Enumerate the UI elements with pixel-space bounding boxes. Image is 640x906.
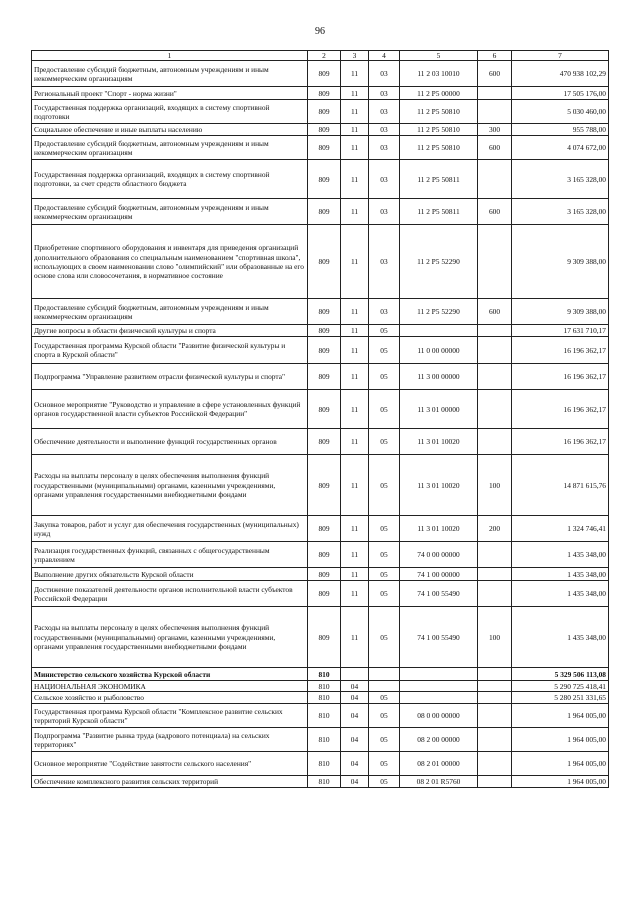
department-code: 809 — [308, 124, 341, 136]
article-code: 11 2 P5 50811 — [400, 160, 478, 199]
department-code: 809 — [308, 429, 341, 455]
expense-type-code — [478, 581, 512, 607]
row-name: Выполнение других обязательств Курской области — [32, 568, 308, 581]
article-code: 11 3 01 10020 — [400, 429, 478, 455]
amount: 1 435 348,00 — [512, 581, 609, 607]
section-code: 04 — [341, 776, 369, 788]
row-name: Основное мероприятие "Содействие занятости сельского населения" — [32, 752, 308, 776]
department-code: 809 — [308, 136, 341, 160]
article-code: 08 2 00 00000 — [400, 728, 478, 752]
department-code: 809 — [308, 516, 341, 542]
subsection-code: 05 — [369, 607, 400, 668]
row-name: Достижение показателей деятельности органов исполнительной власти субъектов Российской Федерации — [32, 581, 308, 607]
subsection-code: 03 — [369, 61, 400, 87]
expense-type-code — [478, 337, 512, 364]
expense-type-code — [478, 364, 512, 390]
table-row — [32, 199, 609, 225]
article-code: 11 2 03 10010 — [400, 61, 478, 87]
row-name: Обеспечение комплексного развития сельских территорий — [32, 776, 308, 788]
department-code: 809 — [308, 199, 341, 225]
row-name: Другие вопросы в области физической культуры и спорта — [32, 325, 308, 337]
section-code: 04 — [341, 752, 369, 776]
column-number-row — [32, 51, 609, 61]
article-code: 11 3 00 00000 — [400, 364, 478, 390]
article-code — [400, 668, 478, 681]
subsection-code: 03 — [369, 225, 400, 299]
expense-type-code — [478, 728, 512, 752]
budget-table — [31, 50, 609, 788]
department-code: 810 — [308, 668, 341, 681]
subsection-code: 03 — [369, 100, 400, 124]
table-row — [32, 429, 609, 455]
expense-type-code: 300 — [478, 124, 512, 136]
amount: 1 435 348,00 — [512, 607, 609, 668]
subsection-code: 05 — [369, 704, 400, 728]
table-row — [32, 87, 609, 100]
amount: 1 964 005,00 — [512, 752, 609, 776]
department-code: 809 — [308, 568, 341, 581]
row-name: Социальное обеспечение и иные выплаты населению — [32, 124, 308, 136]
amount: 5 280 251 331,65 — [512, 692, 609, 704]
table-row — [32, 61, 609, 87]
subsection-code: 05 — [369, 325, 400, 337]
table-row — [32, 752, 609, 776]
department-code: 809 — [308, 225, 341, 299]
article-code: 08 2 01 00000 — [400, 752, 478, 776]
section-code: 04 — [341, 692, 369, 704]
table-row — [32, 681, 609, 692]
section-code: 11 — [341, 225, 369, 299]
section-code: 11 — [341, 337, 369, 364]
department-code: 809 — [308, 325, 341, 337]
department-code: 809 — [308, 390, 341, 429]
article-code: 11 2 P5 50810 — [400, 100, 478, 124]
amount: 1 324 746,41 — [512, 516, 609, 542]
expense-type-code — [478, 429, 512, 455]
row-name: Основное мероприятие "Руководство и управление в сфере установленных функций органов государственной власти субъектов Российской Федерации" — [32, 390, 308, 429]
table-row — [32, 668, 609, 681]
department-code: 810 — [308, 728, 341, 752]
expense-type-code — [478, 681, 512, 692]
article-code: 74 1 00 00000 — [400, 568, 478, 581]
amount: 16 196 362,17 — [512, 429, 609, 455]
subsection-code — [369, 681, 400, 692]
expense-type-code — [478, 160, 512, 199]
expense-type-code — [478, 704, 512, 728]
section-code: 11 — [341, 581, 369, 607]
article-code: 11 2 P5 50810 — [400, 136, 478, 160]
expense-type-code: 600 — [478, 136, 512, 160]
department-code: 809 — [308, 581, 341, 607]
row-name: Предоставление субсидий бюджетным, автономным учреждениям и иным некоммерческим организациям — [32, 199, 308, 225]
subsection-code: 05 — [369, 429, 400, 455]
article-code: 11 3 01 10020 — [400, 455, 478, 516]
department-code: 809 — [308, 455, 341, 516]
row-name: Государственная программа Курской области "Комплексное развитие сельских территорий Курской области" — [32, 704, 308, 728]
subsection-code: 05 — [369, 516, 400, 542]
table-row — [32, 568, 609, 581]
article-code: 11 2 P5 52290 — [400, 225, 478, 299]
subsection-code: 05 — [369, 776, 400, 788]
section-code: 11 — [341, 299, 369, 325]
row-name: Расходы на выплаты персоналу в целях обеспечения выполнения функций государственными (муниципальными) органами, казенными учреждениями, органами управления государственными внебюджетными фондами — [32, 455, 308, 516]
section-code: 11 — [341, 124, 369, 136]
table-row — [32, 337, 609, 364]
section-code: 11 — [341, 429, 369, 455]
table-row — [32, 581, 609, 607]
subsection-code: 05 — [369, 581, 400, 607]
table-row — [32, 704, 609, 728]
table-row — [32, 516, 609, 542]
section-code — [341, 668, 369, 681]
expense-type-code — [478, 692, 512, 704]
section-code: 11 — [341, 160, 369, 199]
section-code: 04 — [341, 704, 369, 728]
article-code — [400, 681, 478, 692]
department-code: 809 — [308, 299, 341, 325]
column-header: 2 — [308, 51, 341, 61]
department-code: 809 — [308, 542, 341, 568]
subsection-code: 03 — [369, 299, 400, 325]
table-row — [32, 728, 609, 752]
section-code: 04 — [341, 728, 369, 752]
article-code: 11 2 P5 50810 — [400, 124, 478, 136]
section-code: 11 — [341, 325, 369, 337]
column-header: 4 — [369, 51, 400, 61]
subsection-code: 05 — [369, 390, 400, 429]
amount: 16 196 362,17 — [512, 337, 609, 364]
article-code: 11 2 P5 52290 — [400, 299, 478, 325]
row-name: Приобретение спортивного оборудования и инвентаря для приведения организаций дополнительного образования со специальным наименованием "спортивная школа", использующих в своем наименовании слово "олимпийский" или образованные на его основе слова или словосочетания, в нормативное состояние — [32, 225, 308, 299]
section-code: 11 — [341, 568, 369, 581]
table-row — [32, 542, 609, 568]
table-row — [32, 364, 609, 390]
subsection-code: 03 — [369, 124, 400, 136]
table-row — [32, 100, 609, 124]
article-code: 08 2 01 R5760 — [400, 776, 478, 788]
amount: 3 165 328,00 — [512, 160, 609, 199]
expense-type-code — [478, 752, 512, 776]
amount: 4 074 672,00 — [512, 136, 609, 160]
expense-type-code: 200 — [478, 516, 512, 542]
table-row — [32, 455, 609, 516]
amount: 9 309 388,00 — [512, 225, 609, 299]
column-header: 6 — [478, 51, 512, 61]
row-name: Сельское хозяйство и рыболовство — [32, 692, 308, 704]
expense-type-code — [478, 776, 512, 788]
subsection-code: 05 — [369, 728, 400, 752]
article-code: 08 0 00 00000 — [400, 704, 478, 728]
expense-type-code: 600 — [478, 199, 512, 225]
article-code — [400, 325, 478, 337]
row-name: Реализация государственных функций, связанных с общегосударственным управлением — [32, 542, 308, 568]
row-name: Закупка товаров, работ и услуг для обеспечения государственных (муниципальных) нужд — [32, 516, 308, 542]
row-name: Подпрограмма "Развитие рынка труда (кадрового потенциала) на сельских территориях" — [32, 728, 308, 752]
amount: 1 964 005,00 — [512, 704, 609, 728]
table-row — [32, 607, 609, 668]
expense-type-code — [478, 87, 512, 100]
subsection-code: 03 — [369, 87, 400, 100]
amount: 5 290 725 418,41 — [512, 681, 609, 692]
amount: 16 196 362,17 — [512, 390, 609, 429]
expense-type-code — [478, 325, 512, 337]
department-code: 809 — [308, 607, 341, 668]
article-code: 11 2 P5 00000 — [400, 87, 478, 100]
section-code: 11 — [341, 455, 369, 516]
row-name: Министерство сельского хозяйства Курской области — [32, 668, 308, 681]
amount: 470 938 102,29 — [512, 61, 609, 87]
table-row — [32, 692, 609, 704]
amount: 5 329 506 113,08 — [512, 668, 609, 681]
section-code: 04 — [341, 681, 369, 692]
column-header: 5 — [400, 51, 478, 61]
row-name: Предоставление субсидий бюджетным, автономным учреждениям и иным некоммерческим организациям — [32, 61, 308, 87]
subsection-code: 03 — [369, 136, 400, 160]
department-code: 809 — [308, 87, 341, 100]
table-row — [32, 136, 609, 160]
expense-type-code — [478, 390, 512, 429]
department-code: 809 — [308, 100, 341, 124]
article-code — [400, 692, 478, 704]
department-code: 810 — [308, 752, 341, 776]
section-code: 11 — [341, 61, 369, 87]
section-code: 11 — [341, 100, 369, 124]
table-row — [32, 325, 609, 337]
expense-type-code — [478, 668, 512, 681]
expense-type-code: 600 — [478, 299, 512, 325]
department-code: 810 — [308, 692, 341, 704]
subsection-code: 05 — [369, 455, 400, 516]
subsection-code: 05 — [369, 692, 400, 704]
section-code: 11 — [341, 542, 369, 568]
department-code: 810 — [308, 704, 341, 728]
row-name: Государственная поддержка организаций, входящих в систему спортивной подготовки, за счет средств областного бюджета — [32, 160, 308, 199]
amount: 1 435 348,00 — [512, 542, 609, 568]
table-row — [32, 390, 609, 429]
expense-type-code — [478, 542, 512, 568]
article-code: 11 2 P5 50811 — [400, 199, 478, 225]
article-code: 74 1 00 55490 — [400, 607, 478, 668]
article-code: 11 3 01 00000 — [400, 390, 478, 429]
page-number: 96 — [315, 26, 325, 37]
article-code: 74 0 00 00000 — [400, 542, 478, 568]
amount: 9 309 388,00 — [512, 299, 609, 325]
expense-type-code: 100 — [478, 607, 512, 668]
amount: 14 871 615,76 — [512, 455, 609, 516]
section-code: 11 — [341, 87, 369, 100]
section-code: 11 — [341, 516, 369, 542]
subsection-code: 05 — [369, 542, 400, 568]
table-row — [32, 225, 609, 299]
amount: 955 788,00 — [512, 124, 609, 136]
row-name: Предоставление субсидий бюджетным, автономным учреждениям и иным некоммерческим организациям — [32, 136, 308, 160]
expense-type-code — [478, 225, 512, 299]
amount: 17 505 176,00 — [512, 87, 609, 100]
subsection-code: 05 — [369, 364, 400, 390]
article-code: 74 1 00 55490 — [400, 581, 478, 607]
table-row — [32, 299, 609, 325]
subsection-code: 05 — [369, 752, 400, 776]
subsection-code — [369, 668, 400, 681]
subsection-code: 03 — [369, 199, 400, 225]
row-name: Подпрограмма "Управление развитием отрасли физической культуры и спорта" — [32, 364, 308, 390]
row-name: НАЦИОНАЛЬНАЯ ЭКОНОМИКА — [32, 681, 308, 692]
row-name: Предоставление субсидий бюджетным, автономным учреждениям и иным некоммерческим организациям — [32, 299, 308, 325]
table-row — [32, 160, 609, 199]
article-code: 11 0 00 00000 — [400, 337, 478, 364]
row-name: Обеспечение деятельности и выполнение функций государственных органов — [32, 429, 308, 455]
department-code: 809 — [308, 364, 341, 390]
subsection-code: 05 — [369, 337, 400, 364]
section-code: 11 — [341, 199, 369, 225]
table-row — [32, 776, 609, 788]
section-code: 11 — [341, 136, 369, 160]
expense-type-code: 600 — [478, 61, 512, 87]
amount: 5 030 460,00 — [512, 100, 609, 124]
section-code: 11 — [341, 607, 369, 668]
expense-type-code: 100 — [478, 455, 512, 516]
department-code: 810 — [308, 776, 341, 788]
table-row — [32, 124, 609, 136]
amount: 1 964 005,00 — [512, 776, 609, 788]
row-name: Расходы на выплаты персоналу в целях обеспечения выполнения функций государственными (муниципальными) органами, казенными учреждениями, органами управления государственными внебюджетными фондами — [32, 607, 308, 668]
row-name: Региональный проект "Спорт - норма жизни" — [32, 87, 308, 100]
subsection-code: 03 — [369, 160, 400, 199]
row-name: Государственная поддержка организаций, входящих в систему спортивной подготовки — [32, 100, 308, 124]
amount: 16 196 362,17 — [512, 364, 609, 390]
amount: 17 631 710,17 — [512, 325, 609, 337]
section-code: 11 — [341, 390, 369, 429]
amount: 1 964 005,00 — [512, 728, 609, 752]
expense-type-code — [478, 100, 512, 124]
section-code: 11 — [341, 364, 369, 390]
column-header: 1 — [32, 51, 308, 61]
department-code: 809 — [308, 337, 341, 364]
amount: 1 435 348,00 — [512, 568, 609, 581]
expense-type-code — [478, 568, 512, 581]
column-header: 7 — [512, 51, 609, 61]
department-code: 810 — [308, 681, 341, 692]
amount: 3 165 328,00 — [512, 199, 609, 225]
department-code: 809 — [308, 160, 341, 199]
column-header: 3 — [341, 51, 369, 61]
subsection-code: 05 — [369, 568, 400, 581]
article-code: 11 3 01 10020 — [400, 516, 478, 542]
department-code: 809 — [308, 61, 341, 87]
row-name: Государственная программа Курской области "Развитие физической культуры и спорта в Курской области" — [32, 337, 308, 364]
